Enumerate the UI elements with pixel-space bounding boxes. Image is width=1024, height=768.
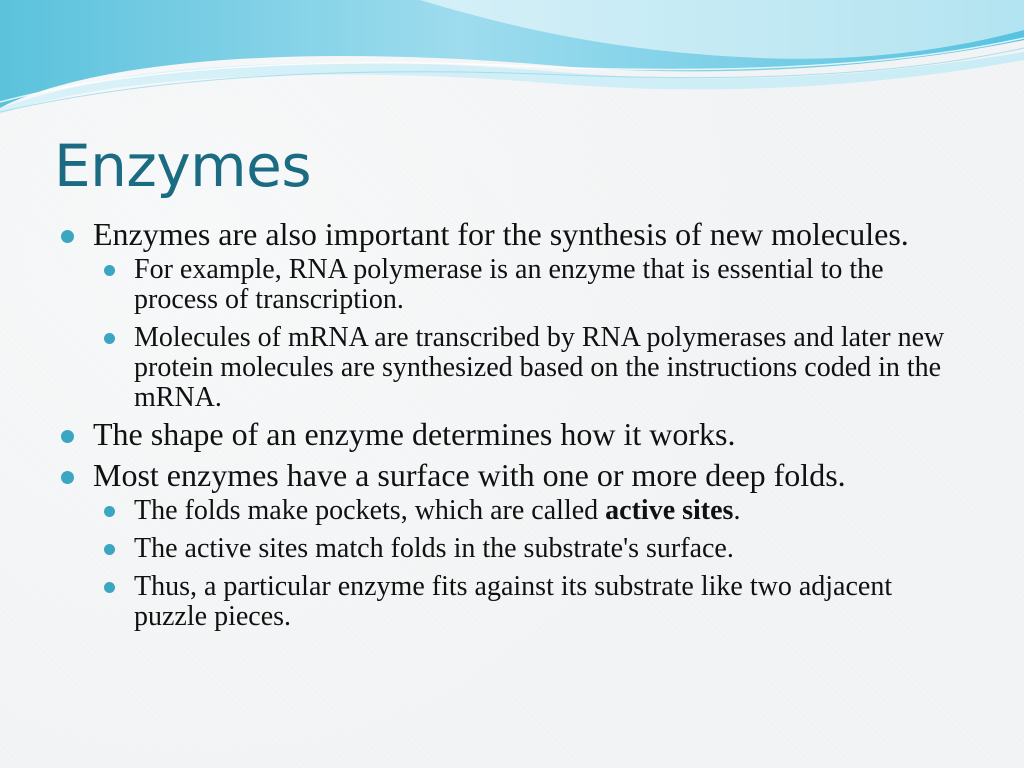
bullet-list	[60, 218, 970, 632]
sub-list-item	[132, 496, 970, 526]
bullet-dot-icon	[61, 430, 74, 443]
list-item	[60, 418, 970, 451]
bullet-dot-icon	[104, 544, 115, 555]
list-item-text: Most enzymes have a surface with one or more deep folds.	[93, 457, 846, 493]
bullet-dot-icon	[104, 582, 115, 593]
list-item-text: Enzymes are also important for the synthesis of new molecules.	[93, 216, 909, 252]
bullet-dot-icon	[104, 506, 115, 517]
list-item	[60, 218, 970, 251]
bullet-dot-icon	[104, 265, 115, 276]
sub-list-item-text: The active sites match folds in the substrate's surface.	[134, 533, 734, 564]
sub-list-item	[132, 323, 970, 413]
sub-list-item	[132, 534, 970, 564]
list-item-text: The shape of an enzyme determines how it works.	[93, 416, 736, 452]
active-sites-term: active sites	[605, 495, 734, 526]
bullet-dot-icon	[61, 230, 74, 243]
list-item	[60, 459, 970, 492]
header-wave-decoration	[0, 0, 1024, 130]
sub-list-item-text: Thus, a particular enzyme fits against its substrate like two adjacent puzzle pieces.	[134, 571, 893, 632]
bullet-dot-icon	[104, 333, 115, 344]
sub-list-item	[132, 255, 970, 315]
sub-list-item-text	[134, 496, 970, 526]
page-title: Enzymes	[54, 132, 312, 200]
text-segment: .	[733, 495, 741, 526]
bullet-dot-icon	[61, 471, 74, 484]
sub-list-item	[132, 572, 970, 632]
text-segment: The folds make pockets, which are called	[134, 495, 606, 526]
sub-list-item-text: For example, RNA polymerase is an enzyme that is essential to the process of transcription.	[134, 254, 884, 315]
sub-list-item-text: Molecules of mRNA are transcribed by RNA polymerases and later new protein molecules are synthesized based on the instructions coded in the mRNA.	[134, 322, 945, 413]
